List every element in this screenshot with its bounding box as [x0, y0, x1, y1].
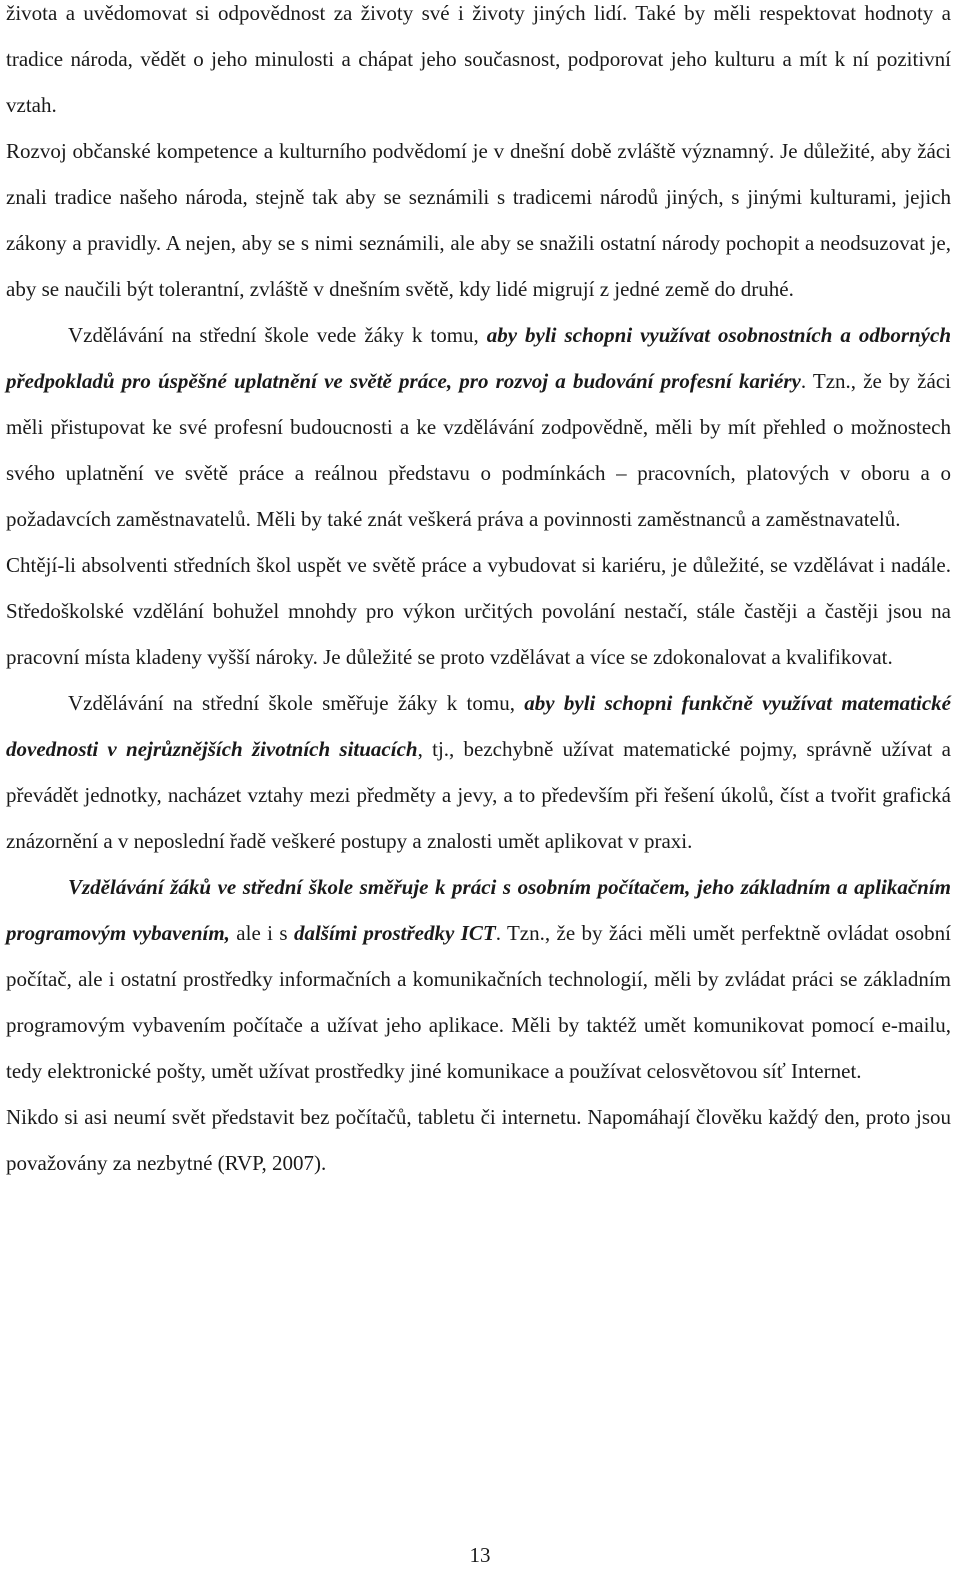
page-number: 13 [469, 1543, 491, 1567]
paragraph-ict-emphasis-tools: dalšími prostředky ICT [293, 921, 496, 945]
paragraph-mathematics [6, 680, 951, 864]
paragraph-computers: Nikdo si asi neumí svět představit bez počítačů, tabletu či internetu. Napomáhají člověku každý den, proto jsou považovány za nezbytné (RVP, 2007). [6, 1105, 951, 1175]
paragraph-career [6, 312, 951, 542]
paragraph-civic-values: života a uvědomovat si odpovědnost za životy své i životy jiných lidí. Také by měli respektovat hodnoty a tradice národa, vědět o jeho minulosti a chápat jeho současnost, podporovat jeho kulturu a mít k ní pozitivní vztah. [6, 1, 951, 117]
paragraph-ict [6, 864, 951, 1094]
paragraph-ict-emphasis: Vzdělávání žáků ve střední škole směřuje k práci s osobním počítačem, jeho základním a aplikačním programovým vybavením, [6, 875, 951, 945]
paragraph-mathematics-rest: , tj., bezchybně užívat matematické pojmy, správně užívat a převádět jednotky, nacházet vztahy mezi předměty a jevy, a to především při řešení úkolů, číst a tvořit grafická znázornění a v neposlední řadě veškeré postupy a znalosti umět aplikovat v praxi. [6, 737, 951, 853]
paragraph-career-rest: . Tzn., že by žáci měli přistupovat ke své profesní budoucnosti a ke vzdělávání zodpovědně, měli by mít přehled o možnostech svého uplatnění ve světě práce a reálnou představu o podmínkách – pracovních, platových v oboru a o požadavcích zaměstnavatelů. Měli by také znát veškerá práva a povinnosti zaměstnanců a zaměstnavatelů. [6, 369, 951, 531]
paragraph-ict-connector: ale i s [229, 921, 294, 945]
body-text [6, 0, 951, 1186]
paragraph-career-emphasis: aby byli schopni využívat osobnostních a odborných předpokladů pro úspěšné uplatnění ve světě práce, pro rozvoj a budování profesní kariéry [6, 323, 951, 393]
paragraph-mathematics-emphasis: aby byli schopni funkčně využívat matematické dovednosti v nejrůznějších životních situacích [6, 691, 951, 761]
paragraph-further-education: Chtějí-li absolventi středních škol uspět ve světě práce a vybudovat si kariéru, je důležité, se vzdělávat i nadále. Středoškolské vzdělání bohužel mnohdy pro výkon určitých povolání nestačí, stále častěji a častěji jsou na pracovní místa kladeny vyšší nároky. Je důležité se proto vzdělávat a více se zdokonalovat a kvalifikovat. [6, 553, 951, 669]
paragraph-ict-rest: . Tzn., že by žáci měli umět perfektně ovládat osobní počítač, ale i ostatní prostředky informačních a komunikačních technologií, měli by zvládat práci se základním programovým vybavením počítače a užívat jeho aplikace. Měli by taktéž umět komunikovat pomocí e-mailu, tedy elektronické pošty, umět užívat prostředky jiné komunikace a používat celosvětovou síť Internet. [6, 921, 952, 1083]
paragraph-civic-competence: Rozvoj občanské kompetence a kulturního podvědomí je v dnešní době zvláště významný. Je důležité, aby žáci znali tradice našeho národa, stejně tak aby se seznámili s tradicemi národů jiných, s jinými kulturami, jejich zákony a pravidly. A nejen, aby se s nimi seznámili, ale aby se snažili ostatní národy pochopit a neodsuzovat je, aby se naučili být tolerantní, zvláště v dnešním světě, kdy lidé migrují z jedné země do druhé. [6, 139, 951, 301]
paragraph-mathematics-lead: Vzdělávání na střední škole směřuje žáky k tomu, [68, 691, 525, 715]
paragraph-career-lead: Vzdělávání na střední škole vede žáky k tomu, [68, 323, 487, 347]
